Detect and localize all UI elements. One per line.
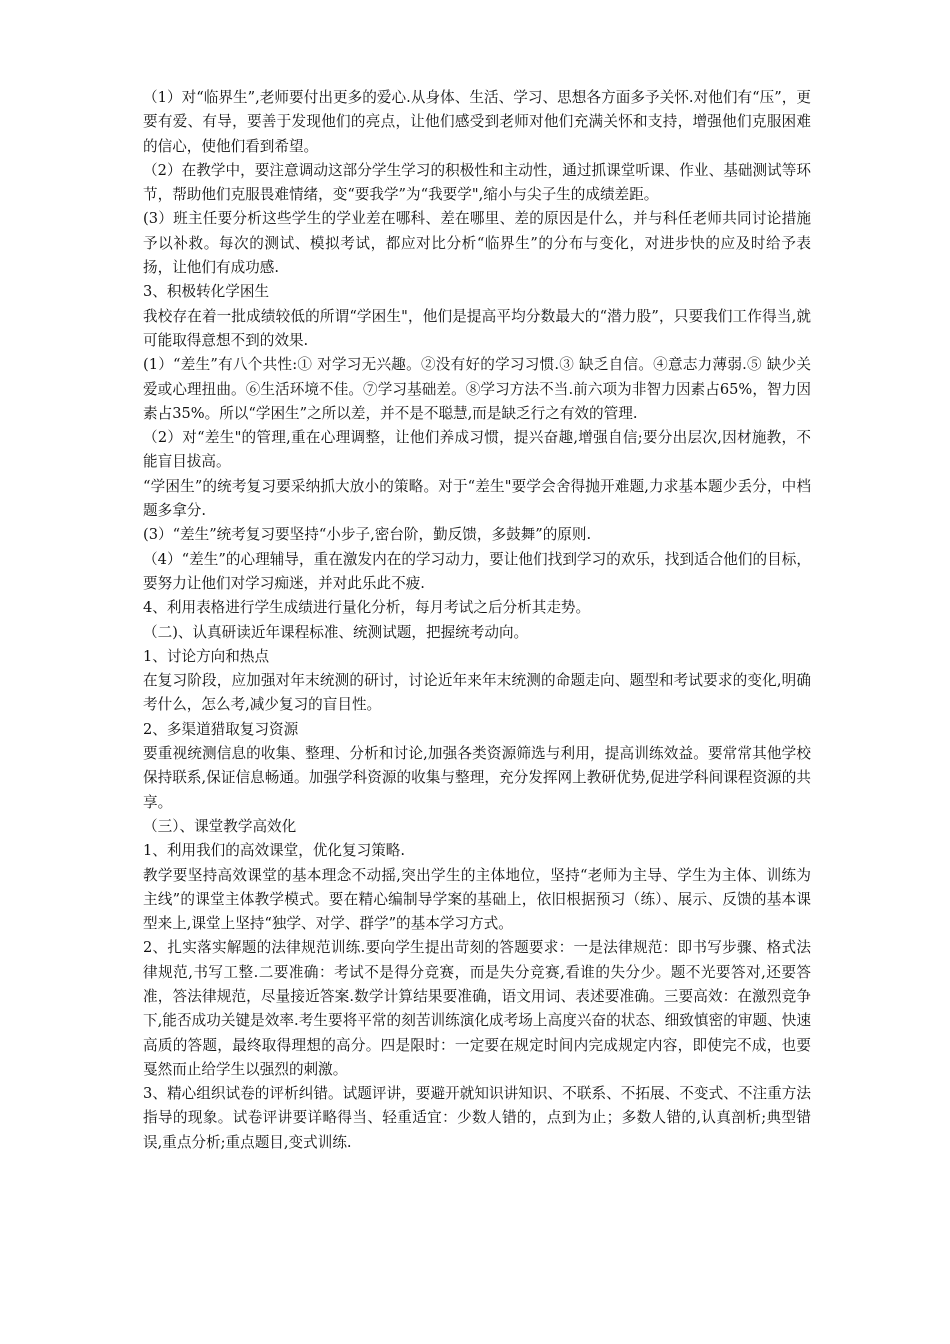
paragraph-quantitative-analysis: 4、利用表格进行学生成绩进行量化分析，每月考试之后分析其走势。 [143, 599, 591, 617]
paragraph-struggling-students-intro: 我校存在着一批成绩较低的所谓“学困生"，他们是提高平均分数最大的“潜力股”，只要我们工作得当,就可能取得意想不到的效果. [143, 307, 811, 349]
paragraph-struggling-students-counseling: （4）“差生”的心理辅导，重在激发内在的学习动力，要让他们找到学习的欢乐，找到适合他们的目标，要努力让他们对学习痴迷，并对此乐此不疲. [143, 550, 811, 592]
paragraph-struggling-students-traits: (1）“差生”有八个共性:① 对学习无兴趣。②没有好的学习习惯.③ 缺乏自信。④意志力薄弱.⑤ 缺少关爱或心理扭曲。⑥生活环境不佳。⑦学习基础差。⑧学习方法不当.前六项为非智力因素占65%，智力因素占35%。所以“学困生”之所以差，并不是不聪慧,而是缺乏行之有效的管理. [143, 356, 811, 422]
heading-section-two: （二)、认真研读近年课程标准、统测试题，把握统考动向。 [143, 623, 529, 641]
paragraph-critical-students-care: （1）对“临界生”,老师要付出更多的爱心.从身体、生活、学习、思想各方面多予关怀.对他们有“压”，更要有爱、有导，要善于发现他们的亮点，让他们感受到老师对他们充满关怀和支持，增强他们克服困难的信心，使他们看到希望。 [143, 89, 811, 155]
heading-review-resources: 2、多渠道猎取复习资源 [143, 720, 299, 738]
paragraph-struggling-students-principle: (3）“差生”统考复习要坚持“小步子,密台阶，勤反馈，多鼓舞”的原则. [143, 526, 592, 544]
paragraph-struggling-students-management: （2）对“差生"的管理,重在心理调整，让他们养成习惯，提兴奋趣,增强自信;要分出层次,因材施教，不能盲目拔高。 [143, 429, 811, 471]
paragraph-exam-review: 3、精心组织试卷的评析纠错。试题评讲，要避开就知识讲知识、不联系、不拓展、不变式、不注重方法指导的现象。试卷评讲要详略得当、轻重适宜：少数人错的，点到为止；多数人错的,认真剖析;典型错误,重点分析;重点题目,变式训练. [143, 1085, 811, 1151]
paragraph-struggling-students-strategy: “学困生”的统考复习要采纳抓大放小的策略。对于“差生"要学会舍得抛开难题,力求基本题少丢分，中档题多拿分. [143, 477, 811, 520]
document-body [143, 86, 811, 1155]
heading-discussion-direction: 1、讨论方向和热点 [143, 647, 270, 665]
paragraph-critical-students-teaching: （2）在教学中，要注意调动这部分学生学习的积极性和主动性，通过抓课堂听课、作业、基础测试等环节，帮助他们克服畏难情绪，变“要我学”为“我要学",缩小与尖子生的成绩差距。 [143, 161, 811, 204]
heading-section-three: （三）、课堂教学高效化 [143, 817, 297, 835]
paragraph-efficient-classroom: 教学要坚持高效课堂的基本理念不动摇,突出学生的主体地位，坚持“老师为主导、学生为主体、训练为主线”的课堂主体教学模式。要在精心编制导学案的基础上，依旧根据预习（练）、展示、反馈的基本课型来上,课堂上坚持“独学、对学、群学”的基本学习方式。 [143, 866, 811, 933]
heading-transform-struggling-students: 3、积极转化学困生 [143, 283, 270, 301]
heading-efficient-classroom: 1、利用我们的高效课堂，优化复习策略. [143, 842, 406, 860]
paragraph-critical-students-analysis: (3）班主任要分析这些学生的学业差在哪科、差在哪里、差的原因是什么，并与科任老师共同讨论措施予以补救。每次的测试、模拟考试，都应对比分析“临界生”的分布与变化，对进步快的应及时给予表扬，让他们有成功感. [143, 210, 811, 277]
paragraph-review-resources: 要重视统测信息的收集、整理、分析和讨论,加强各类资源筛选与利用，提高训练效益。要常常其他学校保持联系,保证信息畅通。加强学科资源的收集与整理，充分发挥网上教研优势,促进学科间课程资源的共享。 [143, 745, 811, 811]
paragraph-answering-standards: 2、扎实落实解题的法律规范训练.要向学生提出苛刻的答题要求：一是法律规范：即书写步骤、格式法律规范,书写工整.二要准确：考试不是得分竞赛，而是失分竞赛,看谁的失分少。题不光要答对,还要答准，答法律规范，尽量接近答案.数学计算结果要准确，语文用词、表述要准确。三要高效：在激烈竞争下,能否成功关键是效率.考生要将平常的刻苦训练演化成考场上高度兴奋的状态、细致慎密的审题、快速高质的答题，最终取得理想的高分。四是限时：一定要在规定时间内完成规定内容，即使完不成，也要戛然而止给学生以强烈的刺激。 [143, 939, 811, 1078]
paragraph-discussion-direction: 在复习阶段，应加强对年末统测的研讨，讨论近年来年末统测的命题走向、题型和考试要求的变化,明确考什么，怎么考,减少复习的盲目性。 [143, 672, 811, 714]
